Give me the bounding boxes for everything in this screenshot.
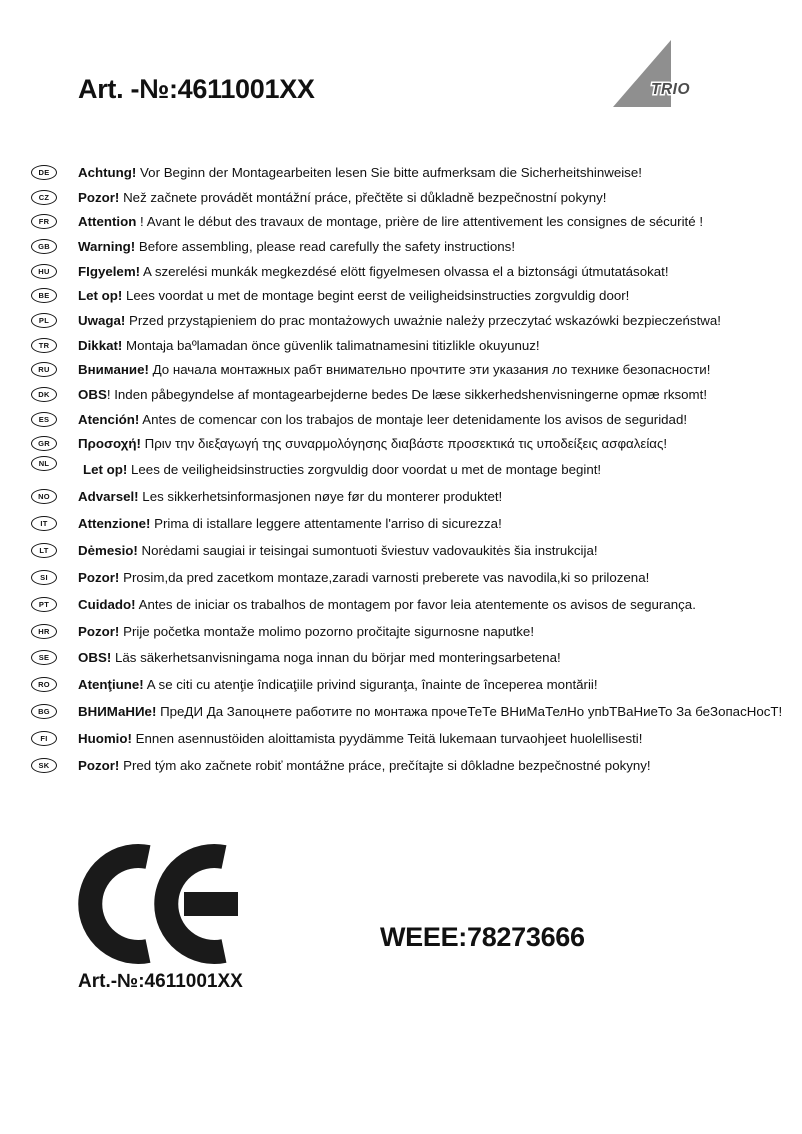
warning-row — [31, 382, 791, 407]
warning-row — [31, 537, 791, 564]
page-title-art-no: Art. -№:4611001XX — [78, 74, 315, 104]
warning-text: Prosim,da pred zacetkom montaze,zaradi varnosti preberete vas navodila,ki so prilozena! — [119, 569, 650, 585]
warning-text: Montaja baºlamadan önce güvenlik talimatnamesini titizlikle okuyunuz! — [122, 337, 540, 353]
warning-line — [78, 704, 782, 719]
warning-text: ПреДИ Да Запоцнете работите по монтажа прочеТеТе ВНиМаТелНо упbТВаНиеТо За беЗопасНосТ! — [156, 704, 783, 720]
language-badge: BG — [31, 704, 57, 719]
warning-text: Before assembling, please read carefully the safety instructions! — [135, 238, 516, 254]
warning-text: Než začnete provádět montážní práce, přečtěte si důkladně bezpečnostní pokyny! — [119, 189, 607, 205]
warning-keyword: ВНИМаНИе! — [78, 704, 157, 720]
warning-text: A se citi cu atenţie îndicaţiile privind siguranţa, înainte de începerea montării! — [143, 677, 598, 693]
logo-text: TRIO — [650, 81, 691, 98]
language-badge: PT — [31, 597, 57, 612]
warning-line — [78, 387, 707, 402]
language-badge: GR — [31, 436, 57, 451]
warning-text: A szerelési munkák megkezdésé elött figyelmesen olvassa el a biztonsági útmutatásokat! — [140, 263, 669, 279]
warnings-list — [31, 160, 791, 779]
language-badge: FI — [31, 731, 57, 746]
warning-keyword: Pozor! — [78, 623, 120, 639]
warning-line — [78, 165, 642, 180]
warning-text: ! Avant le début des travaux de montage, prière de lire attentivement les consignes de sécurité ! — [136, 214, 704, 230]
warning-row — [31, 308, 791, 333]
warning-line — [78, 543, 598, 558]
warning-row — [31, 209, 791, 234]
warning-text: Lees voordat u met de montage begint eerst de veiligheidsinstructies zorgvuldig door! — [122, 288, 630, 304]
language-badge: ES — [31, 412, 57, 427]
warning-row — [31, 644, 791, 671]
warning-keyword: Pozor! — [78, 189, 120, 205]
warning-text: Vor Beginn der Montagearbeiten lesen Sie bitte aufmerksam die Sicherheitshinweise! — [136, 164, 642, 180]
warning-line — [78, 288, 629, 303]
warning-row — [31, 564, 791, 591]
warning-keyword: OBS! — [78, 650, 112, 666]
language-badge: RU — [31, 362, 57, 377]
warning-keyword: Atenţiune! — [78, 677, 144, 693]
language-badge: IT — [31, 516, 57, 531]
language-badge: HR — [31, 624, 57, 639]
warning-text: Przed przystąpieniem do prac montażowych uważnie należy przeczytać wskazówki bezpieczeństwa! — [125, 312, 721, 328]
warning-line — [78, 570, 649, 585]
warning-text: Prije početka montaže molimo pozorno pročitajte sigurnosne naputke! — [119, 623, 535, 639]
language-badge: RO — [31, 677, 57, 692]
warning-row — [31, 358, 791, 383]
language-badge: SI — [31, 570, 57, 585]
warning-row — [31, 698, 791, 725]
warning-text: Prima di istallare leggere attentamente l'arriso di sicurezza! — [150, 515, 502, 531]
language-badge: BE — [31, 288, 57, 303]
warning-keyword: Dėmesio! — [78, 542, 138, 558]
warning-line — [78, 338, 540, 353]
warning-keyword: Pozor! — [78, 757, 120, 773]
language-badge: PL — [31, 313, 57, 328]
language-badge: DK — [31, 387, 57, 402]
warning-row — [31, 333, 791, 358]
warning-row — [31, 456, 791, 483]
warning-line — [78, 489, 502, 504]
warning-keyword: Προσοχή! — [78, 436, 141, 452]
warning-text: Πριν την διεξαγωγή της συναρμολόγησης διαβάστε προσεκτικά τις υποδείξεις ασφαλείας! — [140, 436, 668, 452]
warning-text: Ennen asennustöiden aloittamista pyydämme Teitä lukemaan turvaohjeet huolellisesti! — [131, 731, 643, 747]
warning-keyword: Внимание! — [78, 362, 149, 378]
warning-keyword: Advarsel! — [78, 489, 139, 505]
warning-keyword: Achtung! — [78, 164, 137, 180]
ce-mark-icon — [76, 842, 240, 966]
warning-line — [78, 516, 502, 531]
warning-row — [31, 618, 791, 645]
warning-line — [78, 650, 561, 665]
warning-line — [78, 597, 696, 612]
warning-line — [78, 731, 642, 746]
warning-line — [78, 677, 598, 692]
warning-text: Läs säkerhetsanvisningama noga innan du börjar med monteringsarbetena! — [111, 650, 561, 666]
warning-keyword: Dikkat! — [78, 337, 123, 353]
warning-keyword: Attenzione! — [78, 515, 151, 531]
language-badge: GB — [31, 239, 57, 254]
language-badge: TR — [31, 338, 57, 353]
language-badge: DE — [31, 165, 57, 180]
warning-text: Antes de comencar con los trabajos de montaje leer detenidamente los avisos de seguridad! — [139, 411, 688, 427]
warning-row — [31, 185, 791, 210]
warning-row — [31, 234, 791, 259]
footer-art-no: Art.-№:4611001XX — [78, 971, 243, 992]
warning-keyword: Huomio! — [78, 731, 132, 747]
language-badge: FR — [31, 214, 57, 229]
warning-row — [31, 432, 791, 457]
warning-text: До начала монтажных рабт внимательно прочтите эти указания ло технике безопасности! — [148, 362, 711, 378]
warning-line — [78, 313, 721, 328]
language-badge: NL — [31, 456, 57, 471]
warning-line — [78, 362, 710, 377]
warning-row — [31, 259, 791, 284]
warning-line — [78, 239, 515, 254]
ce-letter-c — [90, 856, 148, 952]
warning-line — [78, 624, 534, 639]
warning-row — [31, 591, 791, 618]
language-badge: SK — [31, 758, 57, 773]
warning-text: Les sikkerhetsinformasjonen nøye før du monterer produktet! — [138, 489, 503, 505]
warning-text: Lees de veiligheidsinstructies zorgvuldig door voordat u met de montage begint! — [127, 462, 602, 478]
warning-text: Norėdami saugiai ir teisingai sumontuoti šviestuv vadovaukitės šia instrukcija! — [137, 542, 598, 558]
warning-row — [31, 483, 791, 510]
warning-keyword: Atención! — [78, 411, 140, 427]
warning-row — [31, 752, 791, 779]
warning-row — [31, 510, 791, 537]
warning-text: ! Inden påbegyndelse af montagearbejderne bedes De læse sikkerhedshenvisningerne opmæ rksomt! — [106, 387, 708, 403]
warning-keyword: Attention — [78, 214, 137, 230]
warning-line — [78, 190, 606, 205]
warning-row — [31, 725, 791, 752]
warning-keyword: Pozor! — [78, 569, 120, 585]
warning-line — [78, 462, 601, 477]
language-badge: NO — [31, 489, 57, 504]
warning-keyword: OBS — [78, 387, 107, 403]
warning-keyword: FIgyelem! — [78, 263, 141, 279]
language-badge: SE — [31, 650, 57, 665]
warning-line — [78, 758, 651, 773]
warning-keyword: Cuidado! — [78, 596, 136, 612]
warning-keyword: Warning! — [78, 238, 136, 254]
language-badge: HU — [31, 264, 57, 279]
language-badge: LT — [31, 543, 57, 558]
warning-line — [78, 264, 669, 279]
warning-line — [78, 412, 687, 427]
warning-line — [78, 436, 667, 451]
warning-text: Pred tým ako začnete robiť montážne práce, prečítajte si dôkladne bezpečnostné pokyny! — [119, 757, 651, 773]
warning-keyword: Uwaga! — [78, 312, 126, 328]
warning-row — [31, 160, 791, 185]
warning-row — [31, 283, 791, 308]
warning-row — [31, 407, 791, 432]
language-badge: CZ — [31, 190, 57, 205]
weee-number: WEEE:78273666 — [380, 922, 585, 952]
warning-line — [78, 214, 703, 229]
warning-row — [31, 671, 791, 698]
warning-keyword: Let op! — [83, 462, 128, 478]
warning-text: Antes de iniciar os trabalhos de montagem por favor leia atentemente os avisos de segurança. — [135, 596, 696, 612]
warning-keyword: Let op! — [78, 288, 123, 304]
trio-logo — [610, 36, 710, 112]
